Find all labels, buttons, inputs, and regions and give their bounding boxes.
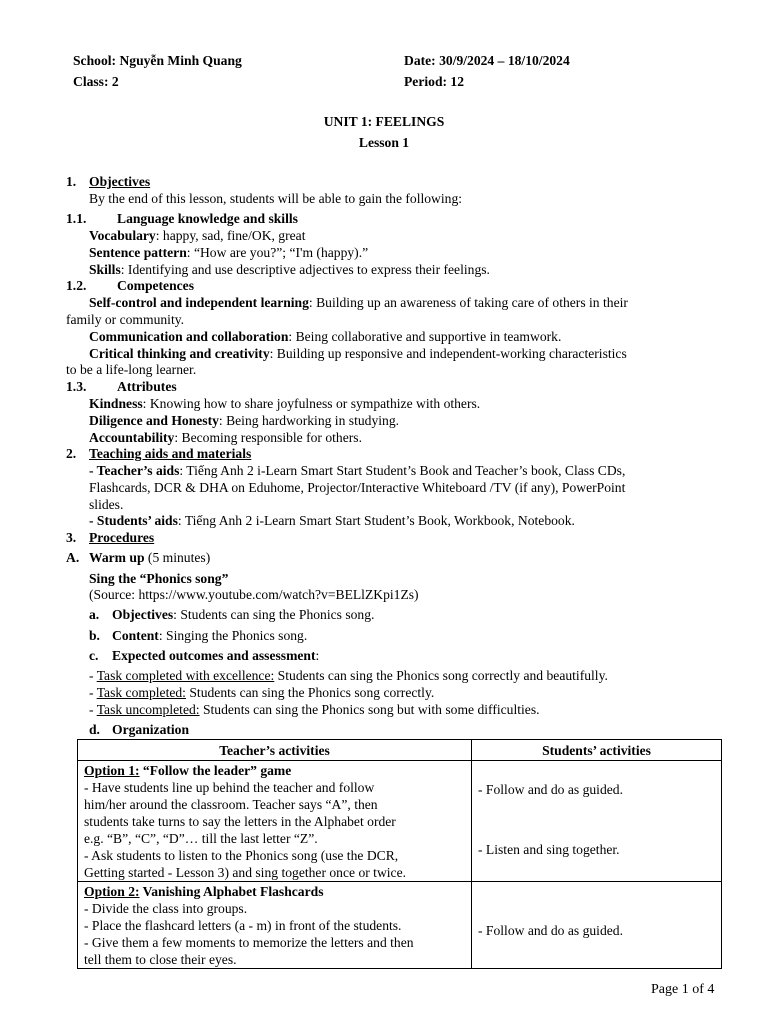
cell-text: - Listen and sing together. <box>478 842 620 857</box>
self-control-line: Self-control and independent learning: Building up an awareness of taking care of others in their <box>89 295 628 310</box>
table-header-row <box>78 740 722 761</box>
outcome-excellent: - Task completed with excellence: Students can sing the Phonics song correctly and beautifully. <box>89 668 608 683</box>
language-heading: Language knowledge and skills <box>117 211 298 226</box>
item-letter: c. <box>89 648 99 663</box>
subsection-number: 1.2. <box>66 278 87 293</box>
content-item: Content: Singing the Phonics song. <box>112 628 308 643</box>
school-label: School: Nguyễn Minh Quang <box>73 53 242 68</box>
period-label: Period: 12 <box>404 74 465 89</box>
table-row <box>78 761 722 882</box>
students-cell-option-1 <box>472 761 722 882</box>
option-2-title: Option 2: Vanishing Alphabet Flashcards <box>84 884 324 899</box>
critical-thinking-line-2: to be a life-long learner. <box>66 362 197 377</box>
self-control-line-2: family or community. <box>66 312 185 327</box>
teaching-aids-heading: Teaching aids and materials <box>89 446 252 461</box>
students-aids-line: - Students’ aids: Tiếng Anh 2 i-Learn Smart Start Student’s Book, Workbook, Notebook. <box>89 513 575 528</box>
accountability-line: Accountability: Becoming responsible for others. <box>89 430 362 445</box>
skills-line: Skills: Identifying and use descriptive adjectives to express their feelings. <box>89 262 490 277</box>
cell-text: - Have students line up behind the teacher and follow <box>84 780 375 795</box>
students-cell-option-2 <box>472 882 722 969</box>
cell-text: him/her around the classroom. Teacher says “A”, then <box>84 797 378 812</box>
page-number: Page 1 of 4 <box>651 982 715 997</box>
communication-line: Communication and collaboration: Being collaborative and supportive in teamwork. <box>89 329 562 344</box>
teacher-aids-line: - Teacher’s aids: Tiếng Anh 2 i-Learn Smart Start Student’s Book and Teacher’s book, Class CDs, <box>89 463 626 478</box>
teacher-aids-line-2: Flashcards, DCR & DHA on Eduhome, Projector/Interactive Whiteboard /TV (if any), PowerPoint <box>89 480 626 495</box>
sentence-pattern-line: Sentence pattern: “How are you?”; “I'm (happy).” <box>89 245 369 260</box>
teacher-cell-option-2 <box>78 882 472 969</box>
cell-text: Getting started - Lesson 3) and sing together once or twice. <box>84 865 407 880</box>
objectives-heading: Objectives <box>89 174 151 189</box>
lesson-title: Lesson 1 <box>358 135 410 150</box>
option-1-title: Option 1: “Follow the leader” game <box>84 763 292 778</box>
cell-text: e.g. “B”, “C”, “D”… till the last letter “Z”. <box>84 831 318 846</box>
procedures-heading: Procedures <box>89 530 155 545</box>
outcomes-item: Expected outcomes and assessment: <box>112 648 320 663</box>
cell-text: - Ask students to listen to the Phonics song (use the DCR, <box>84 848 399 863</box>
subsection-number: 1.1. <box>66 211 87 226</box>
outcome-completed: - Task completed: Students can sing the Phonics song correctly. <box>89 685 435 700</box>
item-letter: d. <box>89 722 100 737</box>
song-title: Sing the “Phonics song” <box>89 571 229 586</box>
objectives-intro: By the end of this lesson, students will be able to gain the following: <box>89 191 463 206</box>
cell-text: students take turns to say the letters in the Alphabet order <box>84 814 396 829</box>
item-letter: b. <box>89 628 100 643</box>
objectives-item: Objectives: Students can sing the Phonics song. <box>112 607 375 622</box>
teacher-cell-option-1 <box>78 761 472 882</box>
item-letter: a. <box>89 607 100 622</box>
cell-text: - Follow and do as guided. <box>478 923 623 938</box>
organization-item: Organization <box>112 722 190 737</box>
cell-text: - Give them a few moments to memorize the letters and then <box>84 935 414 950</box>
vocabulary-line: Vocabulary: happy, sad, fine/OK, great <box>89 228 306 243</box>
critical-thinking-line: Critical thinking and creativity: Building up responsive and independent-working characteristics <box>89 346 627 361</box>
competences-heading: Competences <box>117 278 195 293</box>
stage-letter: A. <box>66 550 80 565</box>
activities-table <box>77 739 722 969</box>
warm-up-heading: Warm up (5 minutes) <box>89 550 211 565</box>
teacher-activities-header: Teacher’s activities <box>78 740 472 761</box>
class-label: Class: 2 <box>73 74 119 89</box>
diligence-line: Diligence and Honesty: Being hardworking in studying. <box>89 413 400 428</box>
outcome-uncompleted: - Task uncompleted: Students can sing the Phonics song but with some difficulties. <box>89 702 540 717</box>
attributes-heading: Attributes <box>117 379 177 394</box>
subsection-number: 1.3. <box>66 379 87 394</box>
section-number: 1. <box>66 174 77 189</box>
teacher-aids-line-3: slides. <box>89 497 124 512</box>
kindness-line: Kindness: Knowing how to share joyfulness or sympathize with others. <box>89 396 481 411</box>
table-row <box>78 882 722 969</box>
date-label: Date: 30/9/2024 – 18/10/2024 <box>404 53 570 68</box>
cell-text: - Divide the class into groups. <box>84 901 248 916</box>
students-activities-header: Students’ activities <box>472 740 722 761</box>
section-number: 2. <box>66 446 77 461</box>
song-source: (Source: https://www.youtube.com/watch?v=BELlZKpi1Zs) <box>89 587 419 602</box>
unit-title: UNIT 1: FEELINGS <box>323 114 445 129</box>
cell-text: - Place the flashcard letters (a - m) in front of the students. <box>84 918 402 933</box>
cell-text: - Follow and do as guided. <box>478 782 623 797</box>
cell-text: tell them to close their eyes. <box>84 952 237 967</box>
section-number: 3. <box>66 530 77 545</box>
